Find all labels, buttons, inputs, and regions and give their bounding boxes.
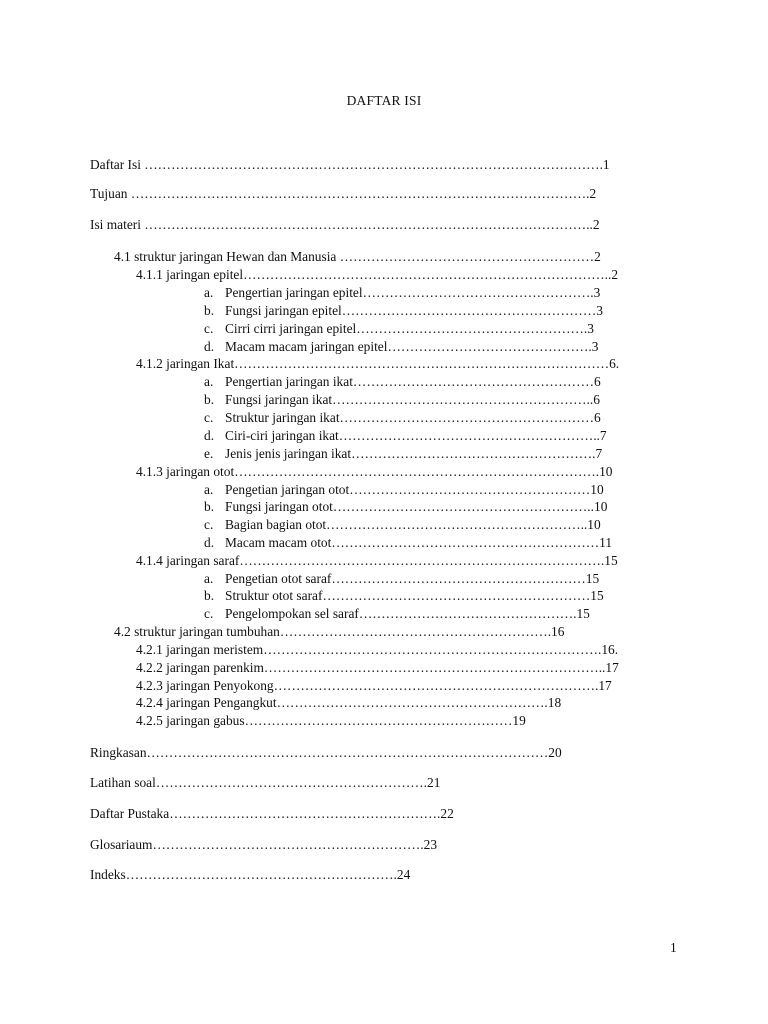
toc-entry-leader: ……………………………………………………. (169, 806, 441, 821)
toc-entry-label: Latihan soal (90, 775, 156, 790)
toc-entry-label: Pengetian otot saraf (225, 571, 332, 586)
toc-entry-label: Bagian bagian otot (225, 517, 327, 532)
toc-entry-page: 6 (593, 410, 601, 425)
toc-entry-label: 4.2.3 jaringan Penyokong (136, 678, 274, 693)
toc-entry (136, 552, 663, 570)
toc-entry-leader: ……………………………………………. (356, 321, 588, 336)
toc-entry-page: 10 (599, 464, 613, 479)
toc-entry-page: 17 (598, 678, 612, 693)
toc-entry-page: 20 (548, 745, 562, 760)
toc-entry-page: 6 (593, 392, 600, 407)
toc-entry-leader: ………………………………………………. (351, 446, 596, 461)
toc-entry-letter: b. (204, 392, 215, 407)
toc-entry-label: Pengelompokan sel saraf (225, 606, 359, 621)
toc-entry-label: Ciri-ciri jaringan ikat (225, 428, 339, 443)
toc-entry-leader: ……………………………………………………. (152, 837, 424, 852)
page-title: DAFTAR ISI (346, 93, 422, 108)
toc-entry-leader: ……………………………………………………………………….. (243, 267, 612, 282)
toc-entry (114, 623, 631, 641)
toc-entry-page: 2 (589, 186, 597, 201)
toc-entry-page: 7 (595, 446, 603, 461)
toc-entry-letter: a. (204, 482, 214, 497)
toc-entry-letter: a. (204, 571, 214, 586)
toc-entry-leader: ………………………………………………….. (338, 428, 600, 443)
toc-entry-page: 3 (587, 321, 594, 336)
toc-entry (204, 605, 666, 623)
toc-entry-page: 22 (440, 806, 454, 821)
toc-entry-label: Tujuan (90, 186, 128, 201)
toc-entry-label: 4.1.1 jaringan epitel (136, 267, 244, 282)
toc-entry-leader: ……………………………………………………. (155, 775, 427, 790)
toc-entry-letter: a. (204, 285, 214, 300)
toc-entry-letter: c. (204, 410, 214, 425)
toc-entry-label: Daftar Isi (90, 157, 141, 172)
toc-entry (90, 836, 477, 854)
toc-entry (204, 534, 663, 552)
toc-entry-letter: d. (204, 339, 215, 354)
toc-entry-label: Struktur jaringan ikat (225, 410, 340, 425)
toc-entry-letter: a. (204, 374, 214, 389)
toc-entry-label: 4.2.2 jaringan parenkim (136, 660, 264, 675)
toc-entry (204, 320, 641, 338)
toc-entry-leader: …………………………………………………………………. (263, 642, 602, 657)
toc-entry-page: 15 (590, 588, 604, 603)
toc-entry-leader: ………………………………………………………………………. (234, 464, 600, 479)
toc-entry-page: 15 (604, 553, 618, 568)
toc-entry-letter: e. (204, 446, 214, 461)
toc-entry-leader: ………………………………………………… (341, 303, 597, 318)
toc-entry-label: Fungsi jaringan otot (225, 499, 333, 514)
toc-entry-page: 18 (547, 695, 562, 710)
toc-entry-label: Pengertian jaringan ikat (225, 374, 353, 389)
toc-entry-leader: ……………………………………………………. (279, 624, 552, 639)
toc-entry-page: 23 (423, 837, 438, 852)
toc-entry-label: Fungsi jaringan ikat (225, 392, 333, 407)
toc-entry-leader: ……………………………………………………………………………………….. (140, 217, 593, 232)
toc-entry (136, 641, 676, 659)
toc-entry-leader: …………………………………………………… (244, 713, 513, 728)
toc-entry-page: 2 (611, 267, 619, 282)
toc-entry-leader: ……………………………………………… (352, 374, 594, 389)
toc-entry-label: Macam macam otot (225, 535, 332, 550)
toc-entry-label: 4.1 struktur jaringan Hewan dan Manusia (114, 249, 337, 264)
toc-entry-leader: ………………………………………………… (339, 410, 594, 425)
toc-entry-page: 21 (427, 775, 441, 790)
toc-entry-leader: ……………………………………………………. (125, 867, 397, 882)
toc-entry-page: 24 (396, 867, 411, 882)
toc-entry-leader: ……………………………………………………. (276, 695, 548, 710)
toc-entry-page: 19 (512, 713, 526, 728)
toc-entry (204, 445, 646, 463)
toc-entry-label: Struktur otot saraf (225, 588, 323, 603)
toc-entry-page: 6 (593, 374, 601, 389)
toc-entry (204, 498, 656, 516)
toc-entry-leader: …………………………………………………… (322, 588, 591, 603)
toc-entry-letter: c. (204, 321, 214, 336)
toc-entry-letter: c. (204, 606, 214, 621)
toc-entry-page: 10 (594, 499, 608, 514)
toc-entry-page: 2 (594, 249, 601, 264)
toc-entry (90, 866, 448, 884)
toc-entry-leader: ………………………………………………….. (326, 517, 588, 532)
toc-entry-page: 11 (599, 535, 613, 550)
toc-entry-label: Glosariaum (90, 837, 153, 852)
toc-entry-page: 3 (591, 339, 599, 354)
toc-entry-page: 3 (593, 285, 601, 300)
toc-entry (90, 156, 660, 174)
toc-entry-leader: …………………………………………. (358, 606, 577, 621)
toc-entry (90, 805, 498, 823)
toc-entry-page: 16. (601, 642, 619, 657)
toc-entry-page: 2 (592, 217, 600, 232)
toc-entry (204, 284, 644, 302)
toc-entry (136, 677, 669, 695)
toc-entry-leader: ………………………………………………… (331, 571, 586, 586)
toc-entry-label: Isi materi (90, 217, 141, 232)
toc-entry-page: 15 (585, 571, 600, 586)
toc-entry (204, 391, 645, 409)
toc-entry-leader: ………………………………………………….. (332, 392, 594, 407)
toc-entry-label: 4.1.3 jaringan otot (136, 464, 235, 479)
toc-entry-letter: d. (204, 535, 215, 550)
toc-entry (204, 409, 637, 427)
toc-entry-label: Ringkasan (90, 745, 147, 760)
toc-entry-label: 4.1.2 jaringan Ikat (136, 356, 235, 371)
toc-entry-page: 10 (587, 517, 601, 532)
toc-entry-page: 10 (590, 482, 604, 497)
toc-entry-leader: ……………………………………………… (349, 482, 591, 497)
toc-entry-label: Macam macam jaringan epitel (225, 339, 388, 354)
toc-entry-label: 4.2.5 jaringan gabus (136, 713, 245, 728)
toc-entry-letter: d. (204, 428, 215, 443)
toc-entry-label: Pengertian jaringan epitel (225, 285, 363, 300)
toc-entry (204, 427, 641, 445)
toc-entry-leader: ………………………………………………….. (332, 499, 594, 514)
toc-entry (204, 481, 653, 499)
toc-entry (136, 712, 575, 730)
toc-entry-leader: …………………………………………………………………………………………. (127, 186, 590, 201)
toc-entry (204, 570, 652, 588)
toc-entry (136, 694, 611, 712)
toc-entry-label: Daftar Pustaka (90, 806, 170, 821)
toc-entry-label: Jenis jenis jaringan ikat (225, 446, 352, 461)
toc-entry-label: Cirri cirri jaringan epitel (225, 321, 357, 336)
toc-entry (136, 659, 676, 677)
toc-entry (90, 185, 660, 203)
toc-entry-leader: ………………………………………………………………….. (263, 660, 606, 675)
toc-entry-page: 15 (576, 606, 590, 621)
toc-entry-page: 1 (602, 157, 610, 172)
toc-entry-letter: c. (204, 517, 214, 532)
toc-entry (90, 774, 482, 792)
toc-entry-letter: b. (204, 499, 215, 514)
toc-entry-label: Indeks (90, 867, 126, 882)
toc-entry-label: 4.2 struktur jaringan tumbuhan (114, 624, 280, 639)
toc-entry-letter: b. (204, 588, 215, 603)
toc-entry-leader: ………………………………………………………………. (273, 678, 599, 693)
toc-entry-page: 16 (551, 624, 565, 639)
toc-entry-leader: ……………………………………………………………………………… (146, 745, 549, 760)
toc-entry-label: Pengetian jaringan otot (225, 482, 350, 497)
toc-entry (136, 355, 654, 373)
toc-entry-label: 4.1.4 jaringan saraf (136, 553, 240, 568)
toc-entry-leader: …………………………………………………… (331, 535, 600, 550)
toc-entry (90, 216, 664, 234)
toc-entry-page: 17 (605, 660, 619, 675)
page-number: 1 (670, 940, 677, 955)
toc-entry-leader: ………………………………………………… (336, 249, 595, 264)
toc-entry-label: Fungsi jaringan epitel (225, 303, 342, 318)
toc-entry-label: 4.2.4 jaringan Pengangkut (136, 695, 277, 710)
toc-entry-letter: b. (204, 303, 215, 318)
toc-entry (204, 302, 641, 320)
toc-entry-leader: ………………………………………………………………………… (234, 356, 610, 371)
toc-entry-page: 6. (609, 356, 620, 371)
toc-entry (204, 516, 657, 534)
toc-entry-label: 4.2.1 jaringan meristem (136, 642, 264, 657)
toc-entry (136, 266, 666, 284)
toc-entry-leader: …………………………………………………………………………………………. (140, 157, 603, 172)
toc-entry (204, 338, 635, 356)
toc-entry-page: 3 (596, 303, 603, 318)
toc-entry-leader: ………………………………………. (387, 339, 592, 354)
toc-entry-leader: ………………………………………………………………………. (239, 553, 605, 568)
toc-entry (204, 587, 653, 605)
toc-entry-page: 7 (599, 428, 607, 443)
toc-entry (136, 463, 657, 481)
toc-entry (90, 744, 640, 762)
toc-entry (204, 373, 650, 391)
toc-entry-leader: ……………………………………………. (362, 285, 594, 300)
toc-entry (114, 248, 660, 266)
